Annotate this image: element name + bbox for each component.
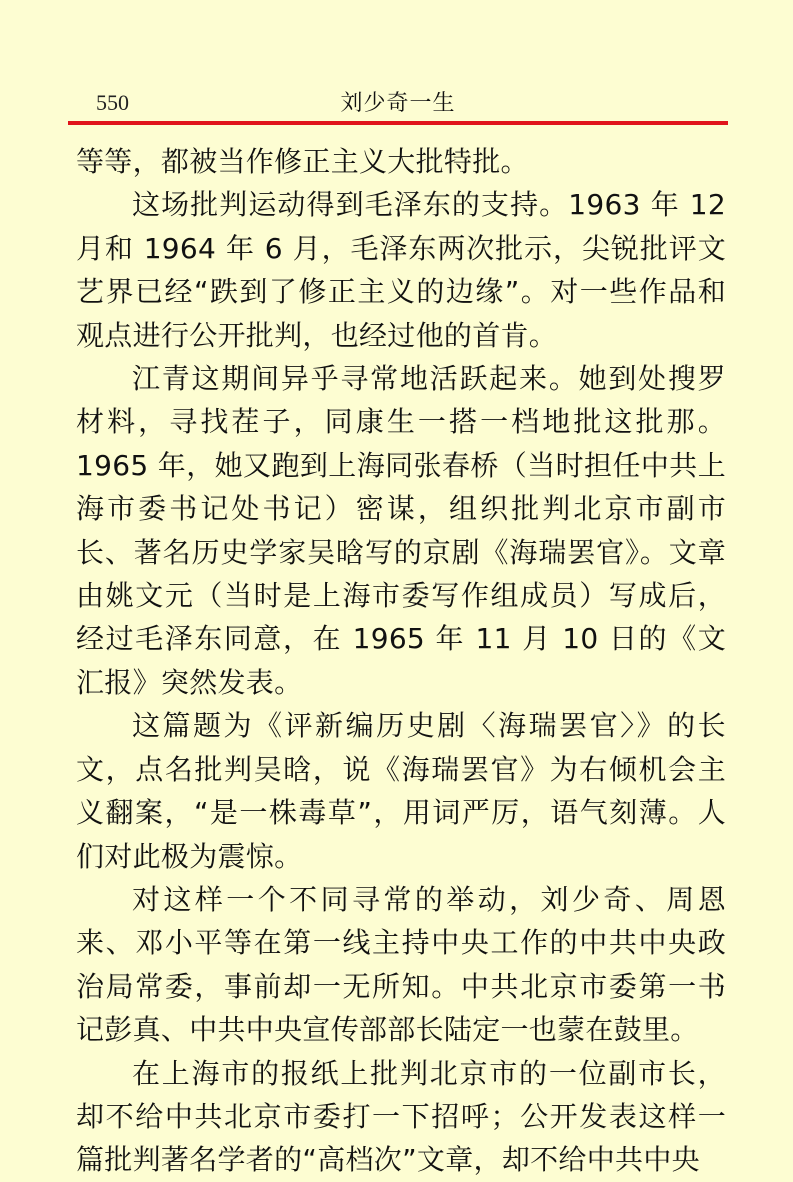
paragraph: 江青这期间异乎寻常地活跃起来。她到处搜罗材料，寻找茬子，同康生一搭一档地批这批那。1965 年，她又跑到上海同张春桥（当时担任中共上海市委书记处书记）密谋，组织批判北京市副市长、著名历史学家吴晗写的京剧《海瑞罢官》。文章由姚文元（当时是上海市委写作组成员）写成后，经过毛泽东同意，在 1965 年 11 月 10 日的《文汇报》突然发表。 [76, 362, 726, 699]
page-number: 550 [96, 90, 129, 115]
paragraph-continuation: 等等，都被当作修正主义大批特批。 [76, 145, 529, 178]
running-title: 刘少奇一生 [340, 91, 456, 116]
body-text [76, 140, 726, 1182]
header-rule [68, 121, 728, 125]
paragraph: 这场批判运动得到毛泽东的支持。1963 年 12 月和 1964 年 6 月，毛泽东两次批示，尖锐批评文艺界已经“跌到了修正主义的边缘”。对一些作品和观点进行公开批判，也经过他的首肯。 [76, 188, 726, 352]
paragraph: 这篇题为《评新编历史剧〈海瑞罢官〉》的长文，点名批判吴晗，说《海瑞罢官》为右倾机会主义翻案，“是一株毒草”，用词严厉，语气刻薄。人们对此极为震惊。 [76, 709, 726, 873]
paragraph: 对这样一个不同寻常的举动，刘少奇、周恩来、邓小平等在第一线主持中央工作的中共中央政治局常委，事前却一无所知。中共北京市委第一书记彭真、中共中央宣传部部长陆定一也蒙在鼓里。 [76, 882, 726, 1047]
paragraph: 在上海市的报纸上批判北京市的一位副市长，却不给中共北京市委打一下招呼；公开发表这样一篇批判著名学者的“高档次”文章，却不给中共中央 [76, 1056, 726, 1177]
page-header [68, 82, 728, 122]
